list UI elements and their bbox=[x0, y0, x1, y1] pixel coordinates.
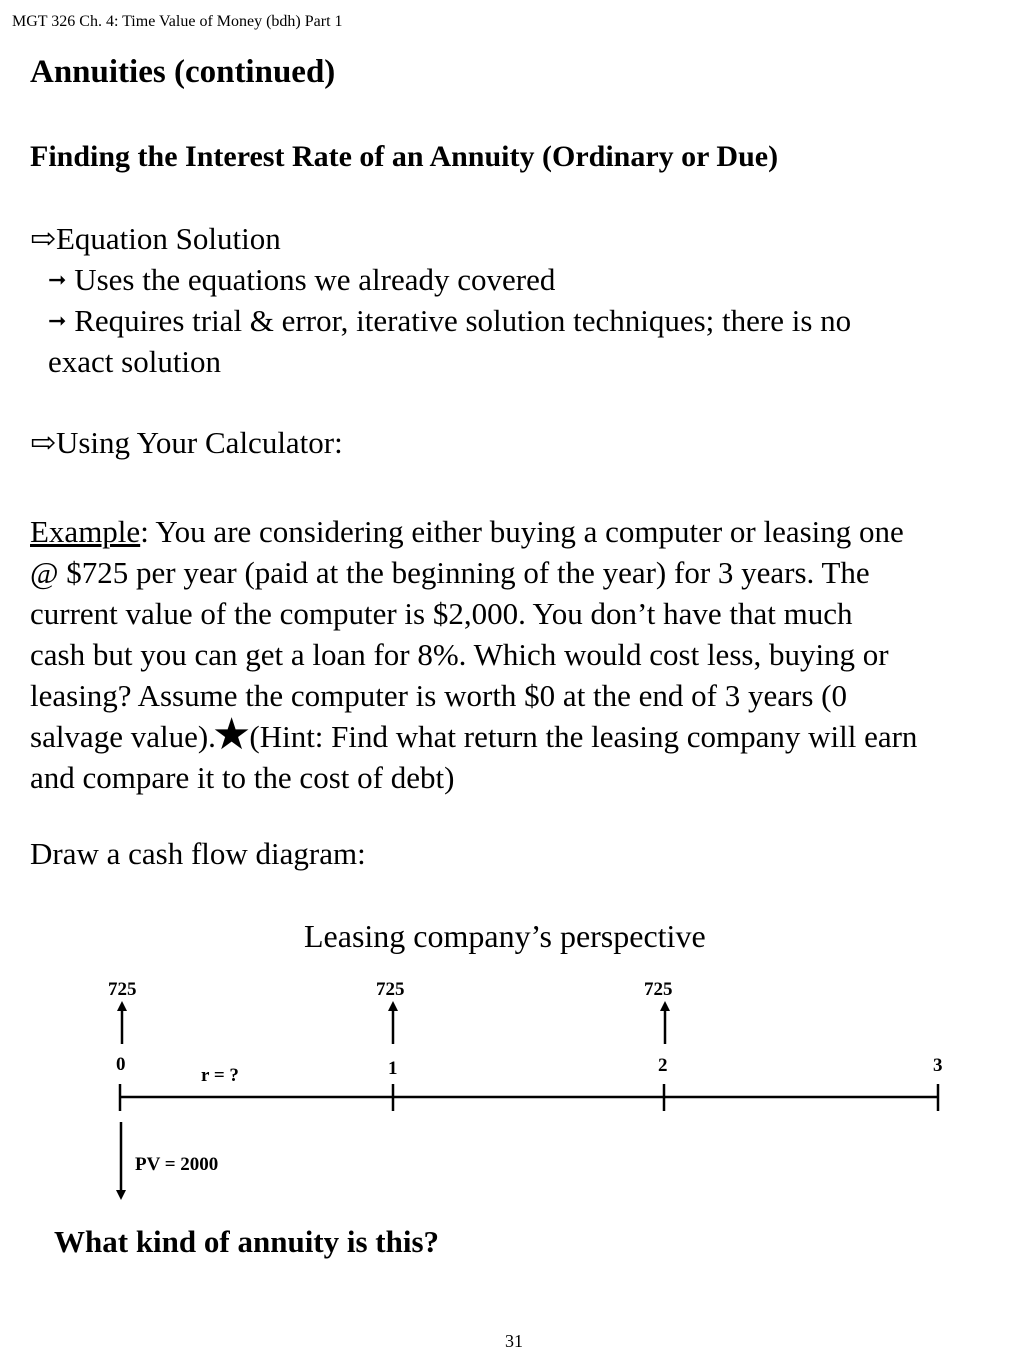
page-title: Annuities (continued) bbox=[30, 54, 336, 90]
hollow-arrow-icon: ⇨ bbox=[30, 425, 56, 460]
calculator-heading: ⇨Using Your Calculator: bbox=[30, 425, 343, 460]
payment-label-0: 725 bbox=[108, 979, 137, 1000]
draw-prompt: Draw a cash flow diagram: bbox=[30, 836, 366, 871]
slide-header: MGT 326 Ch. 4: Time Value of Money (bdh) Part 1 bbox=[12, 13, 343, 30]
period-label-0: 0 bbox=[116, 1054, 126, 1075]
period-label-1: 1 bbox=[388, 1058, 398, 1079]
annuity-question: What kind of annuity is this? bbox=[54, 1224, 440, 1259]
section-subtitle: Finding the Interest Rate of an Annuity (Ordinary or Due) bbox=[30, 140, 779, 173]
period-label-2: 2 bbox=[658, 1055, 668, 1076]
bullet-item: ➞ Requires trial & error, iterative solution techniques; there is no bbox=[48, 303, 852, 338]
arrow-bullet-icon: ➞ bbox=[48, 308, 67, 333]
pv-label: PV = 2000 bbox=[135, 1154, 219, 1175]
period-label-3: 3 bbox=[933, 1055, 943, 1076]
star-icon: ★ bbox=[211, 710, 252, 759]
rate-label: r = ? bbox=[201, 1065, 239, 1086]
equation-solution-heading: ⇨Equation Solution bbox=[30, 221, 281, 256]
payment-label-2: 725 bbox=[644, 979, 673, 1000]
payment-label-1: 725 bbox=[376, 979, 405, 1000]
arrow-bullet-icon: ➞ bbox=[48, 267, 67, 292]
example-label: Example bbox=[30, 514, 141, 549]
example-paragraph: Example: You are considering either buying a computer or leasing one @ $725 per year (paid at the beginning of the year) for 3 years. The current value of the computer is $2,000. You don’t have that much cash but you can get a loan for 8%. Which would cost less, buying or leasing? Assume the computer is worth $0 at the end of 3 years (0 salvage value).★(Hint: Find what return the leasing company will earn and compare it to the cost of debt) bbox=[30, 514, 918, 795]
bullet-item: ➞ Uses the equations we already covered bbox=[48, 262, 556, 297]
hollow-arrow-icon: ⇨ bbox=[30, 221, 56, 256]
bullet-continuation: exact solution bbox=[48, 344, 222, 379]
diagram-perspective-label: Leasing company’s perspective bbox=[304, 918, 706, 954]
page-number: 31 bbox=[505, 1331, 523, 1351]
